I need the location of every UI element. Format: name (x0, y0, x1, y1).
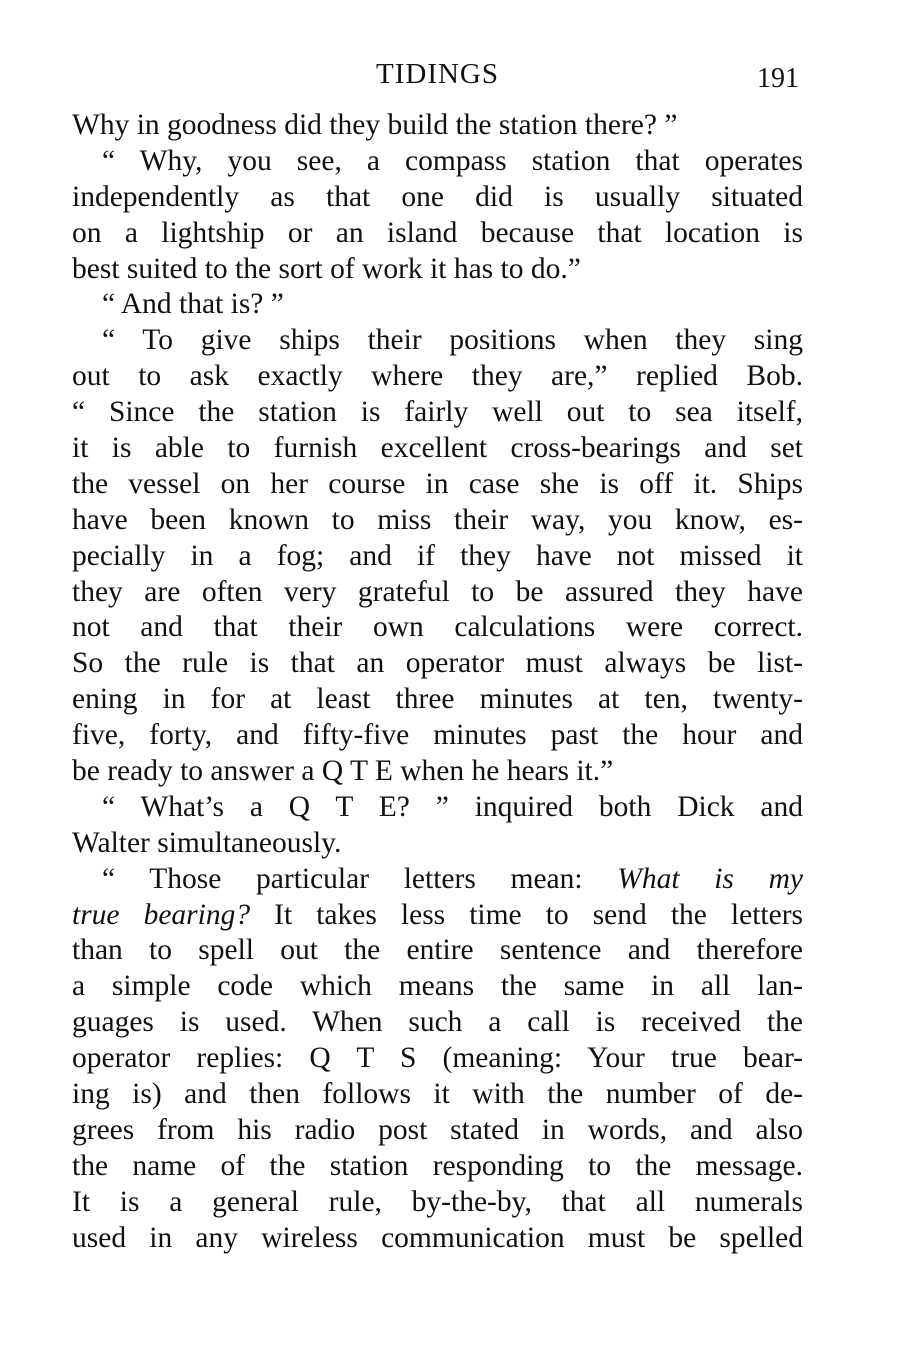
text-line: best suited to the sort of work it has to do.” (72, 252, 581, 285)
text-line: out to ask exactly where they are,” replied Bob. (72, 360, 803, 393)
page-header (72, 56, 803, 108)
text-line: they are often very grateful to be assured they have (72, 575, 803, 608)
text-line: guages is used. When such a call is received the (72, 1006, 803, 1039)
text-run: “ Those particular letters mean: (102, 862, 618, 895)
text-line: “ Why, you see, a compass station that operates (102, 144, 803, 177)
text-line: than to spell out the entire sentence and therefore (72, 934, 803, 967)
book-page (72, 56, 803, 1257)
text-line: ening in for at least three minutes at ten, twenty- (72, 683, 803, 716)
page-number: 191 (757, 63, 799, 94)
text-line: Why in goodness did they build the station there? ” (72, 109, 678, 141)
text-line: Walter simultaneously. (72, 826, 342, 859)
text-line: used in any wireless communication must be spelled (72, 1221, 803, 1254)
text-line: “ And that is? ” (102, 288, 284, 321)
text-line (72, 898, 803, 934)
text-line: “ Since the station is fairly well out to sea itself, (72, 396, 803, 429)
body-text (72, 108, 803, 1257)
text-line: “ What’s a Q T E? ” inquired both Dick and (102, 790, 803, 823)
text-line: it is able to furnish excellent cross-bearings and set (72, 432, 803, 465)
text-line: the vessel on her course in case she is off it. Ships (72, 467, 803, 500)
text-line: grees from his radio post stated in words, and also (72, 1113, 803, 1146)
text-line: a simple code which means the same in all lan- (72, 970, 803, 1003)
text-line: operator replies: Q T S (meaning: Your true bear- (72, 1042, 803, 1075)
text-run: It takes less time to send the letters (250, 898, 804, 931)
text-line: on a lightship or an island because that location is (72, 216, 803, 249)
text-line: not and that their own calculations were correct. (72, 611, 803, 644)
text-line: be ready to answer a Q T E when he hears it.” (72, 755, 614, 788)
text-line: have been known to miss their way, you know, es- (72, 503, 803, 536)
italic-run: true bearing? (72, 898, 251, 931)
text-line (72, 862, 803, 898)
text-line: It is a general rule, by-the-by, that all numerals (72, 1185, 803, 1218)
text-line: So the rule is that an operator must always be list- (72, 647, 803, 680)
italic-run: What is my (617, 862, 803, 895)
text-line: five, forty, and fifty-five minutes past the hour and (72, 719, 803, 752)
running-head: TIDINGS (376, 58, 499, 90)
text-line: “ To give ships their positions when they sing (102, 324, 803, 357)
text-line: ing is) and then follows it with the number of de- (72, 1078, 803, 1111)
text-line: independently as that one did is usually situated (72, 180, 803, 213)
text-line: pecially in a fog; and if they have not missed it (72, 539, 803, 572)
text-line: the name of the station responding to the message. (72, 1149, 803, 1182)
